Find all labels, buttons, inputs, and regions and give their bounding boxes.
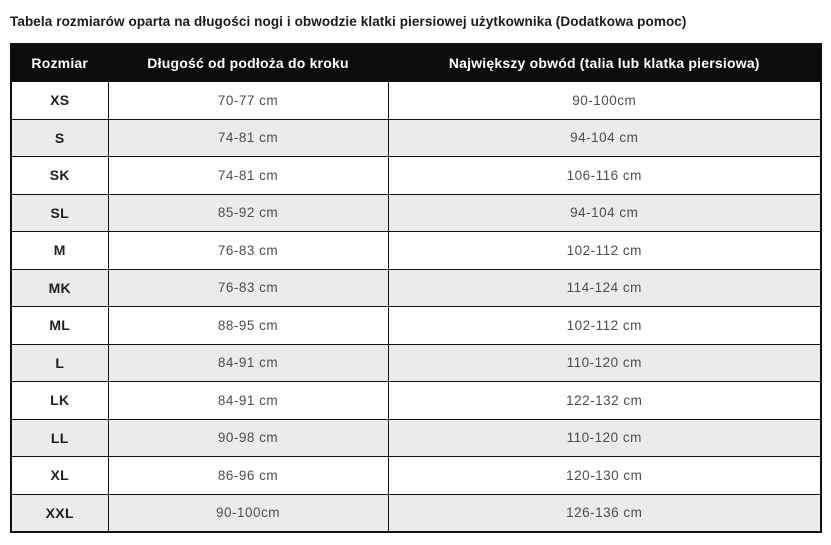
column-header-circumference: Największy obwód (talia lub klatka piersiowa)	[388, 44, 821, 82]
table-row	[11, 494, 821, 532]
table-row	[11, 269, 821, 307]
table-row	[11, 194, 821, 232]
size-cell: XXL	[11, 494, 108, 532]
column-header-length: Długość od podłoża do kroku	[108, 44, 388, 82]
header-row	[11, 44, 821, 82]
table-row	[11, 307, 821, 345]
size-cell: SL	[11, 194, 108, 232]
circumference-cell: 106-116 cm	[388, 157, 821, 195]
circumference-cell: 120-130 cm	[388, 457, 821, 495]
circumference-cell: 90-100cm	[388, 82, 821, 120]
size-cell: MK	[11, 269, 108, 307]
table-row	[11, 232, 821, 270]
size-cell: L	[11, 344, 108, 382]
size-cell: LK	[11, 382, 108, 420]
table-row	[11, 344, 821, 382]
length-cell: 84-91 cm	[108, 344, 388, 382]
circumference-cell: 110-120 cm	[388, 344, 821, 382]
table-row	[11, 119, 821, 157]
circumference-cell: 94-104 cm	[388, 194, 821, 232]
size-table-body	[11, 82, 821, 533]
length-cell: 86-96 cm	[108, 457, 388, 495]
table-row	[11, 157, 821, 195]
length-cell: 90-98 cm	[108, 419, 388, 457]
size-table-header	[11, 44, 821, 82]
table-row	[11, 419, 821, 457]
size-cell: LL	[11, 419, 108, 457]
circumference-cell: 94-104 cm	[388, 119, 821, 157]
circumference-cell: 102-112 cm	[388, 307, 821, 345]
size-cell: SK	[11, 157, 108, 195]
size-cell: ML	[11, 307, 108, 345]
size-cell: XL	[11, 457, 108, 495]
circumference-cell: 114-124 cm	[388, 269, 821, 307]
size-cell: XS	[11, 82, 108, 120]
length-cell: 74-81 cm	[108, 157, 388, 195]
size-cell: S	[11, 119, 108, 157]
table-row	[11, 382, 821, 420]
circumference-cell: 126-136 cm	[388, 494, 821, 532]
length-cell: 85-92 cm	[108, 194, 388, 232]
circumference-cell: 102-112 cm	[388, 232, 821, 270]
length-cell: 84-91 cm	[108, 382, 388, 420]
table-row	[11, 82, 821, 120]
circumference-cell: 110-120 cm	[388, 419, 821, 457]
length-cell: 76-83 cm	[108, 232, 388, 270]
length-cell: 88-95 cm	[108, 307, 388, 345]
length-cell: 76-83 cm	[108, 269, 388, 307]
size-table	[10, 43, 822, 533]
column-header-size: Rozmiar	[11, 44, 108, 82]
size-cell: M	[11, 232, 108, 270]
length-cell: 70-77 cm	[108, 82, 388, 120]
table-row	[11, 457, 821, 495]
length-cell: 90-100cm	[108, 494, 388, 532]
length-cell: 74-81 cm	[108, 119, 388, 157]
circumference-cell: 122-132 cm	[388, 382, 821, 420]
page-title: Tabela rozmiarów oparta na długości nogi i obwodzie klatki piersiowej użytkownika (Dodatkowa pomoc)	[10, 14, 687, 29]
